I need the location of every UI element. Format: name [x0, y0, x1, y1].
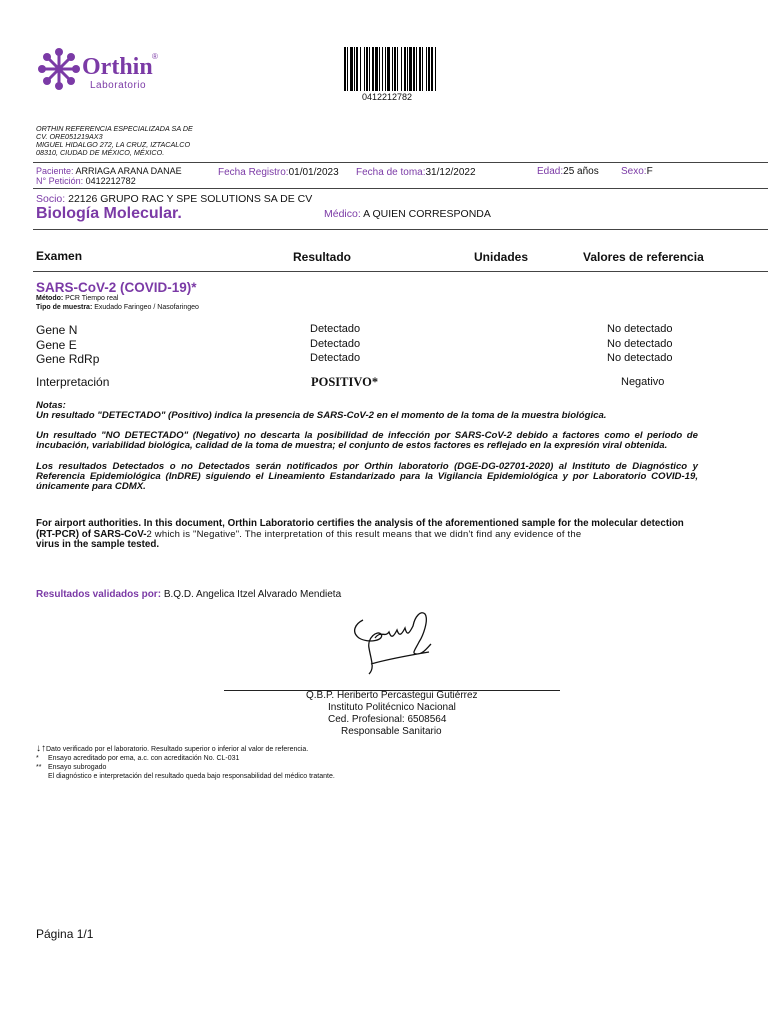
row-ref: No detectado — [607, 323, 673, 335]
row-ref: No detectado — [607, 352, 673, 364]
row-exam: Gene RdRp — [36, 352, 100, 366]
patient-block — [36, 166, 182, 186]
signer-role: Responsable Sanitario — [341, 726, 442, 737]
airport-note-bold: For airport authorities. In this document, Orthin Laboratorio certifies the analysis of the aforementioned sample for the molecular detection (RT-PCR) of SARS-CoV- — [36, 518, 684, 540]
footnote-text: El diagnóstico e interpretación del resultado queda bajo responsabilidad del médico tratante. — [48, 773, 335, 780]
barcode-bar — [413, 47, 415, 91]
barcode-bar — [431, 47, 433, 91]
divider-patient — [33, 188, 768, 189]
footnote-text: Dato verificado por el laboratorio. Resultado superior o inferior al valor de referencia. — [46, 746, 309, 753]
orthin-logo — [34, 44, 164, 96]
row-exam: Gene E — [36, 338, 77, 352]
metodo-value: PCR Tiempo real — [65, 295, 119, 302]
barcode-bar — [350, 47, 353, 91]
barcode-bar — [366, 47, 368, 91]
barcode-bar — [382, 47, 383, 91]
edad-label: Edad: — [537, 166, 564, 177]
interp-label: Interpretación — [36, 375, 110, 389]
peticion-value: 0412212782 — [85, 176, 136, 186]
row-result: Detectado — [310, 352, 361, 364]
barcode — [344, 47, 464, 91]
orthin-flower-icon — [34, 44, 84, 94]
paciente-value: ARRIAGA ARANA DANAE — [75, 166, 182, 176]
interp-ref: Negativo — [621, 376, 665, 388]
airport-note-end: virus in the sample tested. — [36, 539, 160, 550]
barcode-bars — [344, 47, 462, 91]
barcode-bar — [397, 47, 398, 91]
registro-value: 01/01/2023 — [288, 167, 339, 178]
barcode-bar — [379, 47, 380, 91]
socio-label: Socio: — [36, 193, 66, 205]
notes-block — [36, 401, 698, 492]
paciente-label: Paciente: — [36, 166, 74, 176]
edad-field — [537, 166, 599, 177]
barcode-bar — [435, 47, 436, 91]
barcode-bar — [372, 47, 374, 91]
sexo-value: F — [646, 166, 653, 177]
muestra-label: Tipo de muestra: — [36, 304, 93, 311]
barcode-bar — [409, 47, 412, 91]
edad-value: 25 años — [563, 166, 599, 177]
toma-field — [356, 167, 476, 178]
note-paragraph: Un resultado "DETECTADO" (Positivo) indica la presencia de SARS-CoV-2 en el momento de la toma de la muestra biológica. — [36, 410, 607, 421]
note-paragraph: Los resultados Detectados o no Detectados serán notificados por Orthin laboratorio (DGE-DG-02701-2020) al Instituto de Diagnóstico y Referencia Epidemiológica (InDRE) siguiendo el Lineamiento Estandarizado para la Vigilancia Epidemiológica y por Laboratorio COVID-19, únicamente para CDMX. — [36, 461, 698, 492]
note-paragraph: Un resultado "NO DETECTADO" (Negativo) no descarta la posibilidad de infección por SARS-CoV-2 debido a factores como el periodo de incubación, variabilidad biológica, calidad de la toma de muestra; el conjunto de estos factores es reflejado en la expresión viral obtenida. — [36, 430, 698, 451]
interp-result: POSITIVO* — [311, 375, 379, 389]
barcode-bar — [404, 47, 406, 91]
medico-value: A QUIEN CORRESPONDA — [363, 208, 491, 220]
toma-value: 31/12/2022 — [425, 167, 476, 178]
barcode-bar — [360, 47, 361, 91]
address-line: CV. ORE051219AX3 — [36, 132, 103, 141]
interpretation-row — [36, 375, 736, 391]
barcode-bar — [354, 47, 355, 91]
barcode-bar — [344, 47, 346, 91]
footnotes — [36, 744, 536, 781]
barcode-bar — [392, 47, 393, 91]
header-resultado: Resultado — [293, 250, 352, 264]
row-exam: Gene N — [36, 323, 78, 337]
barcode-bar — [407, 47, 408, 91]
socio-field — [36, 193, 312, 205]
peticion-label: N° Petición: — [36, 176, 84, 186]
socio-value: 22126 GRUPO RAC Y SPE SOLUTIONS SA DE CV — [68, 193, 313, 205]
footnote-mark: * — [36, 755, 39, 762]
row-result: Detectado — [310, 323, 361, 335]
sexo-label: Sexo: — [621, 166, 647, 177]
logo-name: Orthin — [82, 54, 153, 80]
address-line: ORTHIN REFERENCIA ESPECIALIZADA SA DE — [36, 124, 193, 133]
arrows-icon: ↓↑ — [36, 743, 46, 754]
barcode-bar — [426, 47, 427, 91]
barcode-bar — [347, 47, 348, 91]
signature-image — [345, 608, 455, 678]
footnote-text: Ensayo acreditado por ema, a.c. con acreditación No. CL-031 — [48, 755, 240, 762]
barcode-bar — [394, 47, 396, 91]
header-examen: Examen — [36, 249, 83, 263]
address-line: MIGUEL HIDALGO 272, LA CRUZ, IZTACALCO — [36, 140, 191, 149]
signer-name: Q.B.P. Heriberto Percastegui Gutiérrez — [306, 690, 478, 701]
row-ref: No detectado — [607, 338, 673, 350]
registro-label: Fecha Registro: — [218, 167, 289, 178]
table-row — [36, 352, 736, 366]
validation-label: Resultados validados por: — [36, 589, 162, 600]
barcode-bar — [419, 47, 421, 91]
table-row — [36, 323, 736, 337]
airport-note — [36, 519, 686, 551]
medico-label: Médico: — [324, 208, 361, 220]
metodo-label: Método: — [36, 295, 64, 302]
barcode-bar — [356, 47, 358, 91]
page-number: Página 1/1 — [36, 927, 94, 941]
airport-note-normal: 2 which is "Negative". The interpretation of this result means that we didn't find any evidence of the — [146, 528, 582, 540]
barcode-bar — [369, 47, 370, 91]
header-valores-referencia: Valores de referencia — [583, 250, 704, 264]
footnote-mark: ** — [36, 764, 42, 771]
metodo-field — [36, 295, 118, 302]
barcode-bar — [375, 47, 378, 91]
barcode-bar — [364, 47, 365, 91]
department-title: Biología Molecular. — [36, 205, 182, 222]
barcode-bar — [385, 47, 386, 91]
barcode-bar — [428, 47, 430, 91]
toma-label: Fecha de toma: — [356, 167, 426, 178]
table-row — [36, 338, 736, 352]
footnote-text: Ensayo subrogado — [48, 764, 107, 771]
barcode-bar — [401, 47, 402, 91]
logo-subtitle: Laboratorio — [90, 80, 147, 91]
validation-field — [36, 589, 341, 600]
barcode-bar — [387, 47, 390, 91]
sexo-field — [621, 166, 653, 177]
divider-dept — [33, 229, 768, 230]
row-result: Detectado — [310, 338, 361, 350]
barcode-bar — [416, 47, 417, 91]
signer-institute: Instituto Politécnico Nacional — [328, 702, 456, 713]
divider-top — [33, 162, 768, 163]
divider-table-header — [33, 271, 768, 272]
header-unidades: Unidades — [474, 250, 529, 264]
medico-field — [324, 208, 491, 220]
muestra-field — [36, 304, 199, 311]
notes-title: Notas: — [36, 400, 66, 411]
barcode-number: 0412212782 — [361, 92, 413, 102]
signer-cedula: Ced. Profesional: 6508564 — [328, 714, 447, 725]
validation-value: B.Q.D. Angelica Itzel Alvarado Mendieta — [163, 589, 342, 600]
barcode-bar — [422, 47, 423, 91]
address-line: 08310, CIUDAD DE MÉXICO, MÉXICO. — [36, 148, 165, 157]
lab-address — [36, 125, 211, 157]
muestra-value: Exudado Faringeo / Nasofaringeo — [94, 304, 199, 311]
signature-block — [296, 690, 496, 738]
test-title: SARS-CoV-2 (COVID-19)* — [36, 280, 197, 295]
registro-field — [218, 167, 339, 178]
logo-registered: ® — [152, 52, 158, 61]
